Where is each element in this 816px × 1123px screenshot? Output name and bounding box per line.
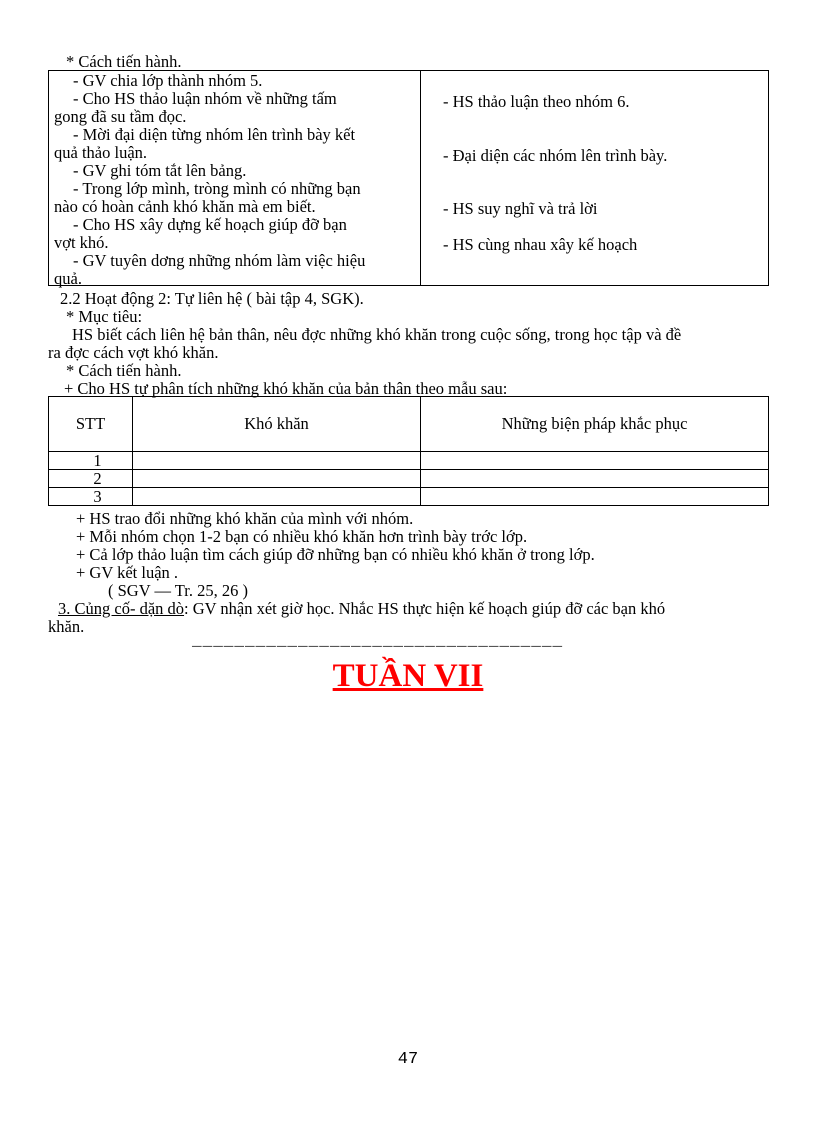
teacher-line: quả.	[54, 269, 82, 288]
instruction-text: + Cho HS tự phân tích những khó khăn của bản thân theo mẫu sau:	[64, 379, 508, 398]
objective-text: HS biết cách liên hệ bản thân, nêu đợc những khó khăn trong cuộc sống, trong học tập và đề	[72, 325, 682, 344]
teacher-line: vợt khó.	[54, 233, 109, 252]
teacher-activities-cell	[49, 71, 421, 286]
table-cell	[133, 452, 421, 470]
follow-up-line: + GV kết luận .	[76, 563, 179, 582]
page-number: 47	[397, 1050, 419, 1069]
activity-table	[48, 70, 769, 286]
procedure-heading-1: * Cách tiến hành.	[66, 52, 182, 71]
consolidation-label: 3. Củng cố- dặn dò	[58, 599, 185, 618]
teacher-line: - Cho HS thảo luận nhóm về những tấm	[73, 89, 337, 108]
table-cell	[421, 452, 769, 470]
table-cell	[421, 470, 769, 488]
student-line: - HS suy nghĩ và trả lời	[443, 199, 598, 218]
row-number: 2	[49, 470, 133, 488]
table-cell	[421, 488, 769, 506]
difficulty-table	[48, 396, 769, 506]
follow-up-line: + HS trao đổi những khó khăn của mình với nhóm.	[76, 509, 414, 528]
table-cell	[133, 488, 421, 506]
section-divider: ___________________________________	[192, 632, 564, 650]
consolidation-text-end: khăn.	[48, 617, 85, 636]
follow-up-line: + Cả lớp thảo luận tìm cách giúp đỡ những bạn có nhiều khó khăn ở trong lớp.	[76, 545, 595, 564]
teacher-line: quả thảo luận.	[54, 143, 148, 162]
teacher-line: - GV ghi tóm tắt lên bảng.	[73, 161, 247, 180]
week-title: TUẦN VII	[332, 658, 484, 694]
follow-up-line: + Mỗi nhóm chọn 1-2 bạn có nhiều khó khăn hơn trình bày trớc lớp.	[76, 527, 528, 546]
objective-heading: * Mục tiêu:	[66, 307, 143, 326]
procedure-heading-2: * Cách tiến hành.	[66, 361, 182, 380]
activity-2-heading: 2.2 Hoạt động 2: Tự liên hệ ( bài tập 4, SGK).	[60, 289, 364, 308]
student-activities-cell	[421, 71, 769, 286]
reference-text: ( SGV — Tr. 25, 26 )	[108, 581, 248, 600]
student-line: - HS thảo luận theo nhóm 6.	[443, 92, 630, 111]
row-number: 3	[49, 488, 133, 506]
row-number: 1	[49, 452, 133, 470]
column-header-stt: STT	[49, 397, 133, 452]
student-line: - Đại diện các nhóm lên trình bày.	[443, 146, 668, 165]
objective-text: ra đợc cách vợt khó khăn.	[48, 343, 219, 362]
teacher-line: - Trong lớp mình, tròng mình có những bạn	[73, 179, 361, 198]
column-header-difficulty: Khó khăn	[133, 397, 421, 452]
column-header-measures: Những biện pháp khắc phục	[421, 397, 769, 452]
teacher-line: gong đã su tầm đọc.	[54, 107, 187, 126]
teacher-line: nào có hoàn cảnh khó khăn mà em biết.	[54, 197, 316, 216]
teacher-line: - Cho HS xây dựng kế hoạch giúp đỡ bạn	[73, 215, 347, 234]
teacher-line: - Mời đại diện từng nhóm lên trình bày kết	[73, 125, 356, 144]
consolidation-text: : GV nhận xét giờ học. Nhắc HS thực hiện kế hoạch giúp đỡ các bạn khó	[184, 599, 666, 618]
teacher-line: - GV chia lớp thành nhóm 5.	[73, 71, 263, 90]
table-cell	[133, 470, 421, 488]
consolidation-line	[58, 600, 665, 617]
teacher-line: - GV tuyên dơng những nhóm làm việc hiệu	[73, 251, 366, 270]
student-line: - HS cùng nhau xây kế hoạch	[443, 235, 638, 254]
